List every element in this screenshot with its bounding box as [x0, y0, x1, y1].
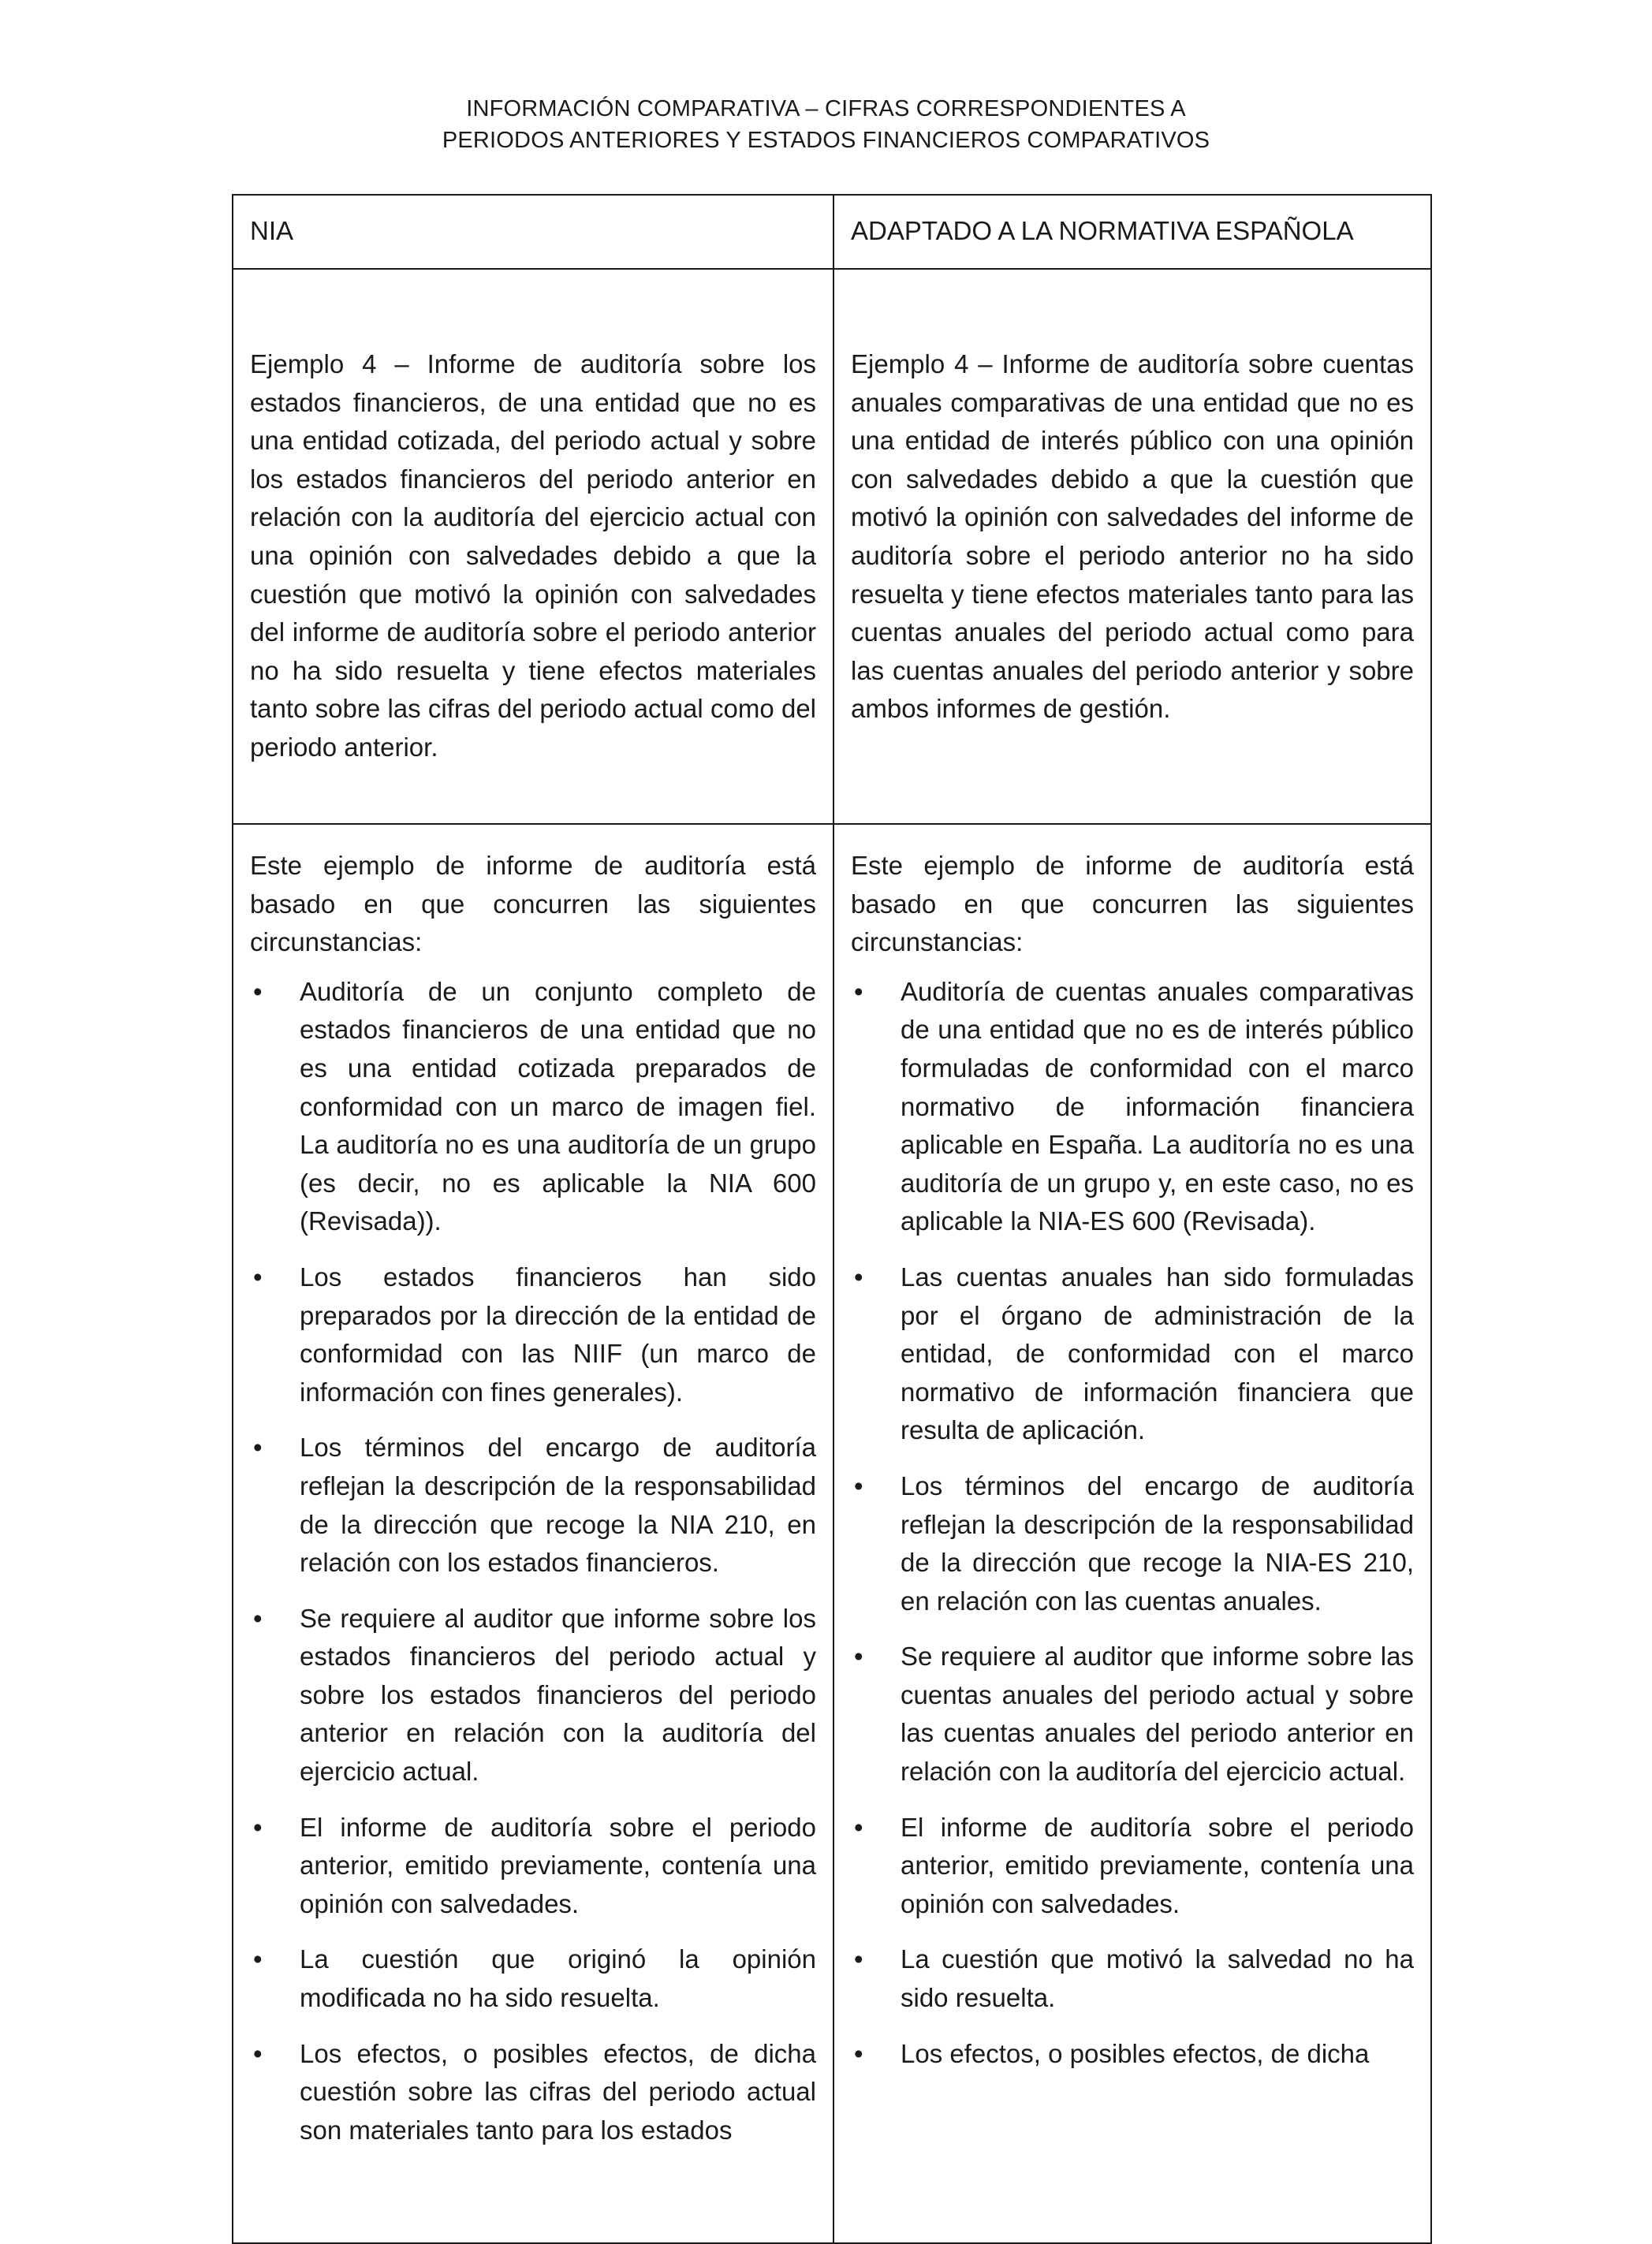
list-item-text: Se requiere al auditor que informe sobre los estados financieros del periodo actual y sobre los estados financieros del periodo anterior en relación con la auditoría del ejercicio actual.	[300, 1603, 816, 1787]
column-heading-spanish: ADAPTADO A LA NORMATIVA ESPAÑOLA	[833, 195, 1431, 269]
table-header-row	[233, 195, 1431, 269]
list-item-text: Los efectos, o posibles efectos, de dicha	[901, 2038, 1370, 2068]
list-item	[250, 1940, 816, 2017]
list-item-text: El informe de auditoría sobre el periodo anterior, emitido previamente, contenía una opinión con salvedades.	[901, 1812, 1414, 1918]
list-item	[250, 1600, 816, 1791]
bullet-icon: •	[854, 1642, 863, 1672]
intro-paragraph: Este ejemplo de informe de auditoría está basado en que concurren las siguientes circunstancias:	[250, 851, 816, 957]
list-item	[250, 1258, 816, 1411]
page-title	[0, 93, 1652, 156]
bullet-icon: •	[253, 1944, 263, 1974]
page-title-line-1: INFORMACIÓN COMPARATIVA – CIFRAS CORRESPONDIENTES A	[466, 96, 1186, 121]
list-item-text: Las cuentas anuales han sido formuladas por el órgano de administración de la entidad, de conformidad con el marco normativo de información financiera que resulta de aplicación.	[901, 1262, 1414, 1445]
list-item	[851, 1258, 1414, 1450]
list-item-text: La cuestión que originó la opinión modificada no ha sido resuelta.	[300, 1944, 816, 2013]
bullet-icon: •	[854, 976, 863, 1006]
list-item	[250, 1429, 816, 1582]
list-item	[851, 1940, 1414, 2017]
list-item	[851, 2035, 1414, 2074]
bullet-icon: •	[253, 976, 263, 1006]
example-title-spanish: Ejemplo 4 – Informe de auditoría sobre cuentas anuales comparativas de una entidad que no es una entidad de interés público con una opinión con salvedades debido a que la cuestión que motivó la opinión con salvedades del informe de auditoría sobre el periodo anterior no ha sido resuelta y tiene efectos materiales tanto para las cuentas anuales del periodo actual como para las cuentas anuales del periodo anterior y sobre ambos informes de gestión.	[833, 269, 1431, 824]
list-item	[851, 1638, 1414, 1791]
circumstances-cell-spanish	[833, 824, 1431, 2243]
circumstances-row	[233, 824, 1431, 2243]
list-item-text: La cuestión que motivó la salvedad no ha sido resuelta.	[901, 1944, 1414, 2013]
circumstances-list	[250, 973, 816, 2150]
list-item-text: Se requiere al auditor que informe sobre las cuentas anuales del periodo actual y sobre las cuentas anuales del periodo anterior en relación con la auditoría del ejercicio actual.	[901, 1642, 1414, 1787]
bullet-icon: •	[854, 1944, 863, 1974]
bullet-icon: •	[253, 1433, 263, 1463]
circumstances-list	[851, 973, 1414, 2073]
comparison-table	[232, 194, 1432, 2244]
list-item	[851, 973, 1414, 1241]
list-item-text: Los efectos, o posibles efectos, de dicha cuestión sobre las cifras del periodo actual son materiales tanto para los estados	[300, 2038, 816, 2145]
bullet-icon: •	[854, 1262, 863, 1292]
circumstances-cell-nia	[233, 824, 833, 2243]
list-item	[851, 1467, 1414, 1620]
column-heading-nia: NIA	[233, 195, 833, 269]
bullet-icon: •	[253, 1812, 263, 1842]
list-item	[250, 1809, 816, 1924]
list-item-text: El informe de auditoría sobre el periodo anterior, emitido previamente, contenía una opinión con salvedades.	[300, 1812, 816, 1918]
list-item-text: Auditoría de cuentas anuales comparativas de una entidad que no es de interés público formuladas de conformidad con el marco normativo de información financiera aplicable en España. La auditoría no es una auditoría de un grupo y, en este caso, no es aplicable la NIA-ES 600 (Revisada).	[901, 976, 1414, 1236]
list-item	[250, 2035, 816, 2150]
intro-paragraph: Este ejemplo de informe de auditoría está basado en que concurren las siguientes circunstancias:	[851, 851, 1414, 957]
bullet-icon: •	[253, 1603, 263, 1633]
list-item-text: Los estados financieros han sido preparados por la dirección de la entidad de conformidad con las NIIF (un marco de información con fines generales).	[300, 1262, 816, 1407]
list-item	[250, 973, 816, 1241]
bullet-icon: •	[854, 1471, 863, 1500]
example-title-row	[233, 269, 1431, 824]
list-item-text: Los términos del encargo de auditoría reflejan la descripción de la responsabilidad de la dirección que recoge la NIA 210, en relación con los estados financieros.	[300, 1433, 816, 1578]
bullet-icon: •	[253, 1262, 263, 1292]
list-item-text: Auditoría de un conjunto completo de estados financieros de una entidad que no es una entidad cotizada preparados de conformidad con un marco de imagen fiel. La auditoría no es una auditoría de un grupo (es decir, no es aplicable la NIA 600 (Revisada)).	[300, 976, 816, 1236]
bullet-icon: •	[854, 1812, 863, 1842]
example-title-nia: Ejemplo 4 – Informe de auditoría sobre los estados financieros, de una entidad que no es una entidad cotizada, del periodo actual y sobre los estados financieros del periodo anterior en relación con la auditoría del ejercicio actual con una opinión con salvedades debido a que la cuestión que motivó la opinión con salvedades del informe de auditoría sobre el periodo anterior no ha sido resuelta y tiene efectos materiales tanto sobre las cifras del periodo actual como del periodo anterior.	[233, 269, 833, 824]
list-item	[851, 1809, 1414, 1924]
page-title-line-2: PERIODOS ANTERIORES Y ESTADOS FINANCIEROS COMPARATIVOS	[442, 128, 1210, 153]
list-item-text: Los términos del encargo de auditoría reflejan la descripción de la responsabilidad de la dirección que recoge la NIA-ES 210, en relación con las cuentas anuales.	[901, 1471, 1414, 1616]
bullet-icon: •	[854, 2038, 863, 2068]
bullet-icon: •	[253, 2038, 263, 2068]
